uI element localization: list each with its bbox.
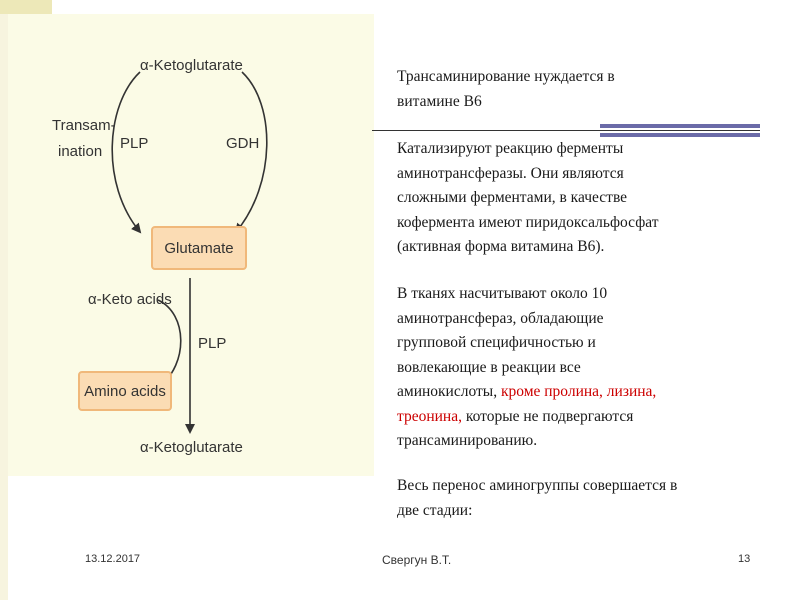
amino-acids-box: Amino acids <box>78 371 172 411</box>
left-band-decoration <box>0 14 8 600</box>
text-line: Весь перенос аминогруппы совершается в <box>397 477 678 494</box>
heading-line: витамине В6 <box>397 92 482 110</box>
keto-acids-label: α-Keto acids <box>88 291 172 308</box>
text-line: аминотрансферазы. Они являются <box>397 164 624 182</box>
transamination-label-1: Transam- <box>52 117 116 134</box>
footer-date: 13.12.2017 <box>85 553 141 565</box>
text-line <box>397 380 782 405</box>
top-ketoglutarate-label: α-Ketoglutarate <box>140 57 243 74</box>
footer-author: Свергун В.Т. <box>382 553 452 567</box>
paragraph-two-stages <box>397 474 782 523</box>
text-line: В тканях насчитывают около 10 <box>397 285 608 302</box>
divider-bar <box>600 124 760 128</box>
corner-decoration <box>0 0 52 14</box>
text-line <box>397 405 782 430</box>
text-line: кофермента имеют пиридоксальфосфат <box>397 213 659 231</box>
text-line: две стадии: <box>397 501 473 519</box>
transamination-label-2: ination <box>58 143 103 160</box>
text-line: (активная форма витамина В6). <box>397 238 605 255</box>
heading-line: Трансаминирование нуждается в <box>397 68 615 85</box>
divider-line <box>372 130 760 131</box>
excluded-amino-acids: треонина, <box>397 407 462 425</box>
text-line: аминотрансфераз, обладающие <box>397 309 604 327</box>
text-line: групповой специфичностью и <box>397 334 596 351</box>
gdh-arrow <box>236 72 267 232</box>
text-line: вовлекающие в реакции все <box>397 358 581 376</box>
text-line: сложными ферментами, в качестве <box>397 189 628 206</box>
plp-bottom-label: PLP <box>198 335 227 352</box>
transamination-diagram <box>8 14 374 476</box>
gdh-label: GDH <box>226 135 260 152</box>
bottom-ketoglutarate-label: α-Ketoglutarate <box>140 439 243 456</box>
transamination-arrow <box>112 72 140 232</box>
plp-left-label: PLP <box>120 135 149 152</box>
text-normal: которые не подвергаются <box>461 407 634 425</box>
text-line: Катализируют реакцию ферменты <box>397 140 624 157</box>
text-line: трансаминированию. <box>397 432 538 449</box>
excluded-amino-acids: кроме пролина, лизина, <box>500 383 657 400</box>
text-normal: аминокислоты, <box>397 383 501 400</box>
paragraph-catalysis <box>397 137 782 260</box>
footer-page-number: 13 <box>738 553 751 565</box>
slide-heading <box>397 65 782 114</box>
glutamate-box: Glutamate <box>151 226 247 270</box>
paragraph-aminotransferases <box>397 282 782 454</box>
